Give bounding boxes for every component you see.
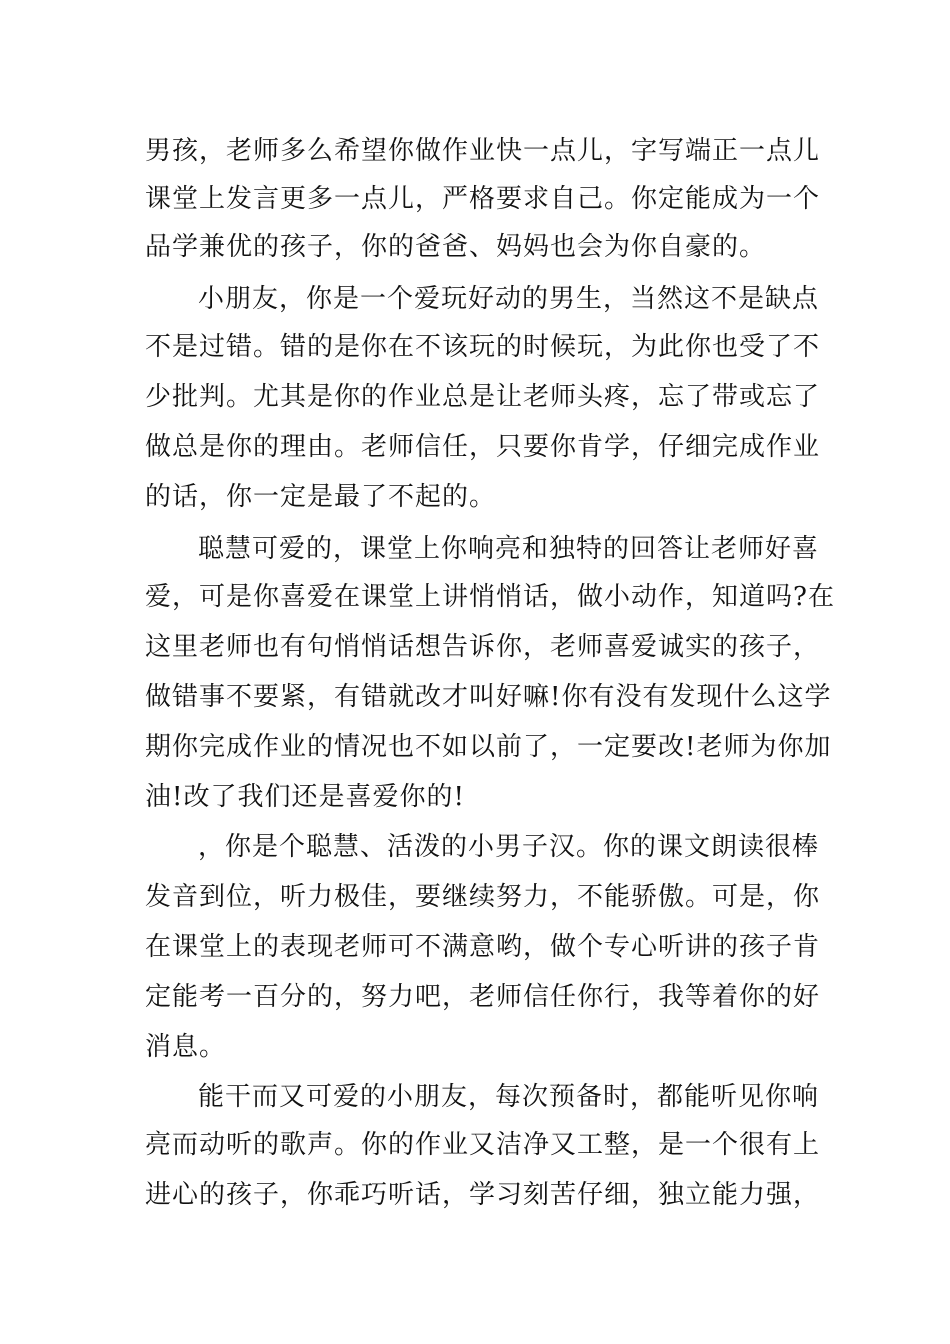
paragraph-2-line-4: 做总是你的理由。老师信任，只要你肯学，仔细完成作业 <box>145 432 821 462</box>
paragraph-5-line-2: 亮而动听的歌声。你的作业又洁净又工整，是一个很有上 <box>145 1130 821 1160</box>
paragraph-3-line-1: 聪慧可爱的，课堂上你响亮和独特的回答让老师好喜 <box>198 534 820 564</box>
paragraph-2-line-1: 小朋友，你是一个爱玩好动的男生，当然这不是缺点 <box>198 284 820 314</box>
paragraph-2-line-2: 不是过错。错的是你在不该玩的时候玩，为此你也受了不 <box>145 332 821 362</box>
paragraph-3-line-2: 爱，可是你喜爱在课堂上讲悄悄话，做小动作，知道吗?在 <box>145 582 835 612</box>
paragraph-1-line-2: 课堂上发言更多一点儿，严格要求自己。你定能成为一个 <box>145 184 821 214</box>
paragraph-4-line-5: 消息。 <box>145 1032 227 1062</box>
paragraph-4-line-1: ，你是个聪慧、活泼的小男子汉。你的课文朗读很棒 <box>198 832 820 862</box>
paragraph-4-line-3: 在课堂上的表现老师可不满意哟，做个专心听讲的孩子肯 <box>145 932 821 962</box>
paragraph-2-line-5: 的话，你一定是最了不起的。 <box>145 482 497 512</box>
paragraph-1-line-1: 男孩，老师多么希望你做作业快一点儿，字写端正一点儿 <box>145 136 821 166</box>
paragraph-4-line-2: 发音到位，听力极佳，要继续努力，不能骄傲。可是，你 <box>145 882 821 912</box>
paragraph-3-line-5: 期你完成作业的情况也不如以前了，一定要改!老师为你加 <box>145 732 832 762</box>
paragraph-3-line-3: 这里老师也有句悄悄话想告诉你，老师喜爱诚实的孩子， <box>145 632 821 662</box>
paragraph-3-line-4: 做错事不要紧，有错就改才叫好嘛!你有没有发现什么这学 <box>145 682 832 712</box>
paragraph-5-line-1: 能干而又可爱的小朋友，每次预备时，都能听见你响 <box>198 1082 820 1112</box>
paragraph-3-line-6: 油!改了我们还是喜爱你的! <box>145 782 465 812</box>
paragraph-5-line-3: 进心的孩子，你乖巧听话，学习刻苦仔细，独立能力强， <box>145 1180 821 1210</box>
paragraph-4-line-4: 定能考一百分的，努力吧，老师信任你行，我等着你的好 <box>145 982 821 1012</box>
paragraph-2-line-3: 少批判。尤其是你的作业总是让老师头疼，忘了带或忘了 <box>145 382 821 412</box>
paragraph-1-line-3: 品学兼优的孩子，你的爸爸、妈妈也会为你自豪的。 <box>145 232 767 262</box>
